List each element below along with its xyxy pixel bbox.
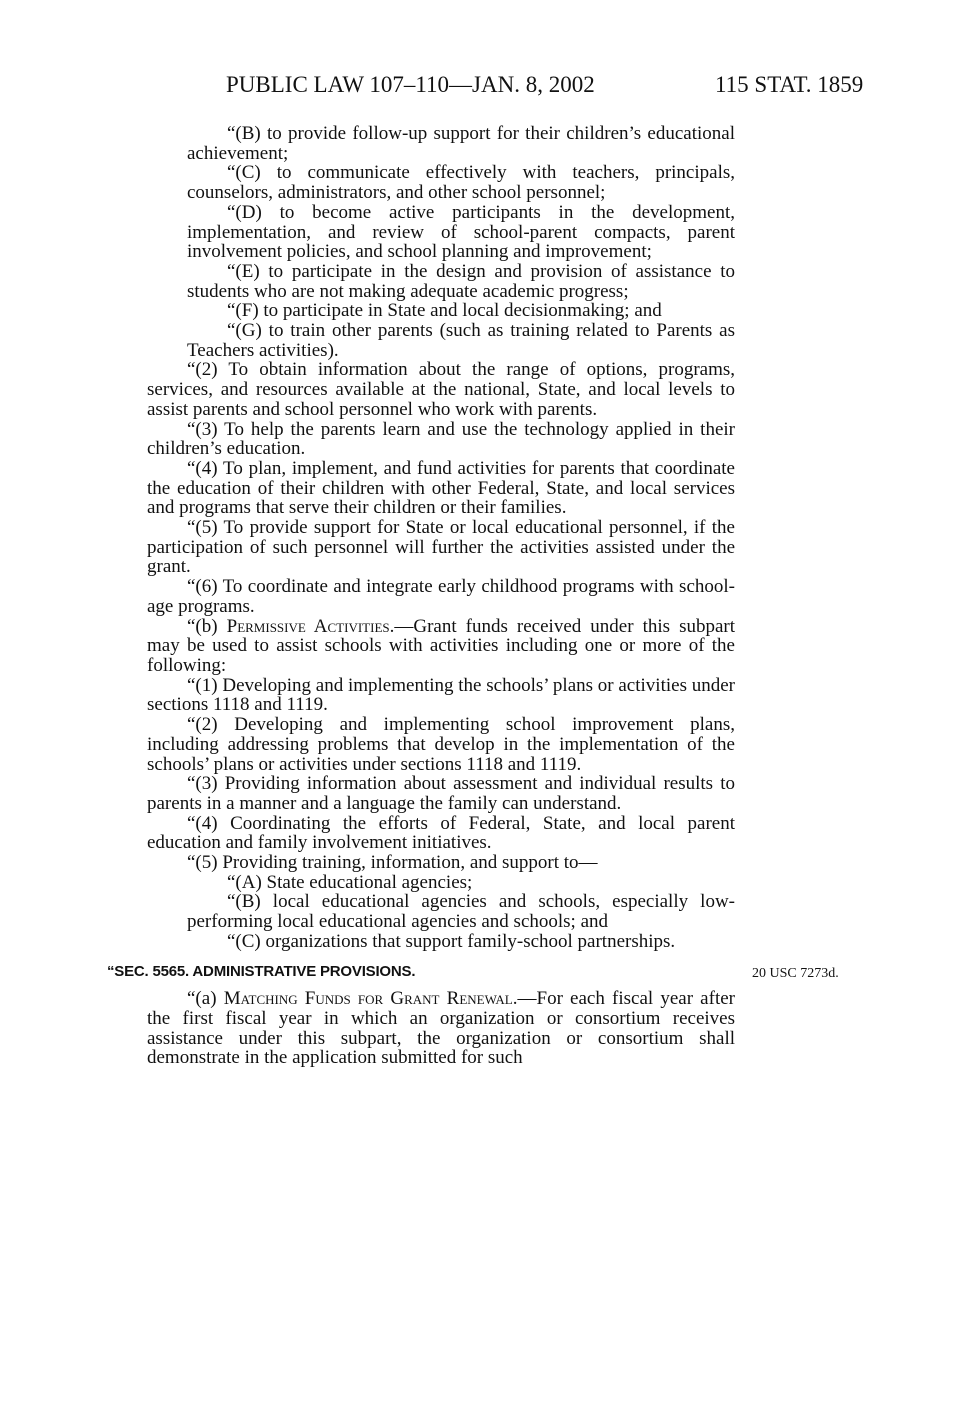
running-header — [0, 72, 958, 106]
permissive-item-5: “(5) Providing training, information, and support to— — [187, 852, 598, 874]
permissive-item-4: “(4) Coordinating the efforts of Federal, State, and local parent education and family involvement initiatives. — [147, 812, 735, 854]
paragraph-6: “(6) To coordinate and integrate early childhood programs with school-age programs. — [147, 576, 735, 617]
training-item-b: “(B) local educational agencies and schools, especially low-performing local educational agencies and schools; and — [187, 891, 735, 933]
paragraph-f: “(F) to participate in State and local decisionmaking; and — [227, 300, 662, 322]
permissive-item-1: “(1) Developing and implementing the schools’ plans or activities under sections 1118 and 1119. — [147, 674, 735, 716]
paragraph-g: “(G) to train other parents (such as training related to Parents as Teachers activities). — [187, 320, 735, 361]
subsection-a-matching-funds — [107, 989, 735, 1068]
subsection-a-heading: Matching Funds for Grant Renewal. — [223, 988, 518, 1010]
subsection-b-heading: Permissive Activities. — [226, 615, 395, 637]
paragraph-c: “(C) to communicate effectively with teachers, principals, counselors, administrators, and other school personnel; — [187, 162, 735, 204]
public-law-citation: PUBLIC LAW 107–110—JAN. 8, 2002 — [226, 72, 595, 97]
paragraph-2: “(2) To obtain information about the range of options, programs, services, and resources available at the national, State, and local levels to assist parents and school personnel who work with parents. — [147, 359, 735, 420]
training-item-c: “(C) organizations that support family-school partnerships. — [227, 930, 676, 952]
subsection-a-text: —For each fiscal year after the first fiscal year in which an organization or consortium receives assistance under this subpart, the organization or consortium shall demonstrate in the application submitted for such — [147, 988, 735, 1069]
usc-margin-note: 20 USC 7273d. — [752, 965, 839, 981]
subsection-b-prefix: “(b) — [187, 615, 227, 637]
statute-text — [107, 123, 839, 1069]
section-5565-row — [107, 962, 839, 982]
paragraph-3: “(3) To help the parents learn and use the technology applied in their children’s education. — [147, 418, 735, 460]
paragraph-5: “(5) To provide support for State or local educational personnel, if the participation of such personnel will further the activities assisted under the grant. — [147, 517, 735, 578]
subsection-b-permissive-activities — [107, 617, 735, 676]
statute-page-number: 115 STAT. 1859 — [715, 72, 864, 97]
subsection-a-prefix: “(a) — [187, 988, 224, 1010]
paragraph-e: “(E) to participate in the design and provision of assistance to students who are not making adequate academic progress; — [187, 260, 735, 302]
permissive-item-3: “(3) Providing information about assessment and individual results to parents in a manner and a language the family can understand. — [147, 773, 735, 814]
subsection-b-text: —Grant funds received under this subpart may be used to assist schools with activities including one or more of the following: — [147, 615, 735, 676]
training-item-a: “(A) State educational agencies; — [227, 871, 473, 893]
paragraph-d: “(D) to become active participants in the development, implementation, and review of school-parent compacts, parent involvement policies, and school planning and improvement; — [187, 201, 735, 263]
paragraph-b: “(B) to provide follow-up support for their children’s educational achievement; — [187, 123, 735, 164]
paragraph-4: “(4) To plan, implement, and fund activities for parents that coordinate the education of their children with other Federal, State, and local services and programs that serve their children or their families. — [147, 457, 735, 519]
permissive-item-2: “(2) Developing and implementing school improvement plans, including addressing problems that develop in the implementation of the schools’ plans or activities under sections 1118 and 1119. — [147, 714, 735, 775]
section-heading: “SEC. 5565. ADMINISTRATIVE PROVISIONS. — [107, 962, 416, 980]
